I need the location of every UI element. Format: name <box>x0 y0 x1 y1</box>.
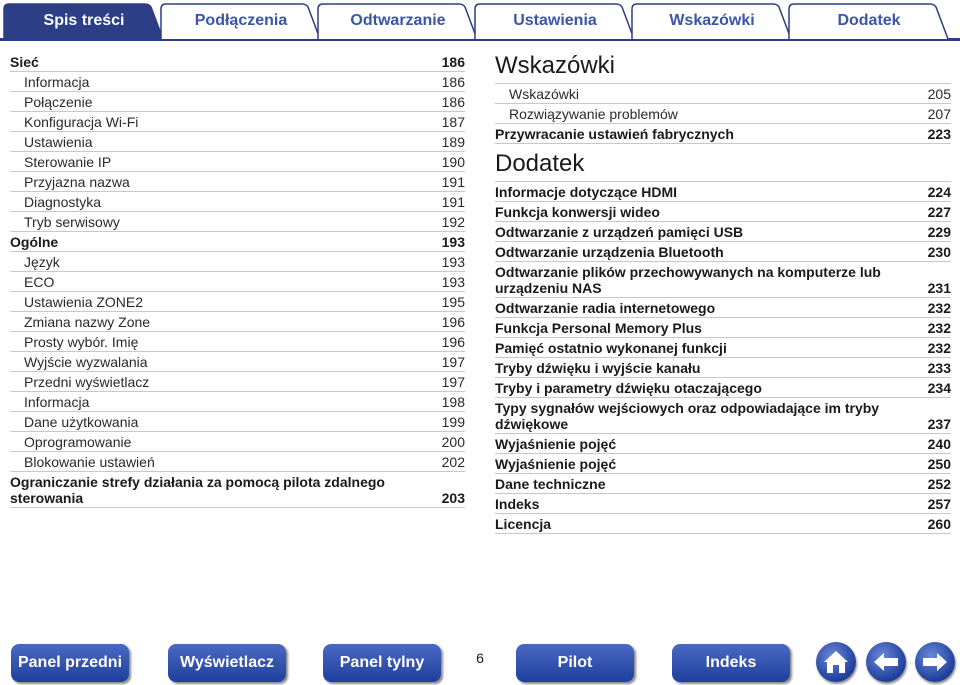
toc-entry-title: Oprogramowanie <box>24 434 132 450</box>
toc-entry-polaczenie[interactable] <box>10 92 465 112</box>
toc-entry-page: 205 <box>927 86 951 102</box>
toc-entry-informacje-dotyczace-hdmi[interactable] <box>495 182 951 202</box>
arrow-left-icon <box>872 651 900 673</box>
toc-entry-page: 240 <box>927 436 951 452</box>
toc-entry-title: Indeks <box>495 496 540 512</box>
toc-entry-title: Przedni wyświetlacz <box>24 374 150 390</box>
toc-entry-page: 237 <box>927 416 951 432</box>
toc-entry-title: Konfiguracja Wi-Fi <box>24 114 139 130</box>
toc-entry-jezyk[interactable] <box>10 252 465 272</box>
toc-entry-sterowanie-ip[interactable] <box>10 152 465 172</box>
toc-entry-wyjasnienie-pojec[interactable] <box>495 434 951 454</box>
toc-entry-page: 257 <box>927 496 951 512</box>
toc-entry-title: Rozwiązywanie problemów <box>509 106 678 122</box>
tab-podlaczenia[interactable] <box>160 3 322 39</box>
toc-entry-title: Przywracanie ustawień fabrycznych <box>495 126 734 142</box>
toc-entry-title: Ustawienia ZONE2 <box>24 294 144 310</box>
toc-entry-page: 192 <box>441 214 465 230</box>
toc-entry-title: Ograniczanie strefy działania za pomocą pilota zdalnego sterowania <box>10 474 385 506</box>
toc-entry-title: Odtwarzanie z urządzeń pamięci USB <box>495 224 744 240</box>
toc-entry-title: Tryby dźwięku i wyjście kanału <box>495 360 701 376</box>
toc-entry-page: 186 <box>441 74 465 90</box>
toc-entry-diagnostyka[interactable] <box>10 192 465 212</box>
toc-entry-title: Wyjście wyzwalania <box>24 354 148 370</box>
toc-entry-dane-uzytkowania[interactable] <box>10 412 465 432</box>
toc-entry-odtwarzanie-urzadzenia-bluetooth[interactable] <box>495 242 951 262</box>
toc-entry-typy-sygnalow-wejsciowych-oraz-odpowiada[interactable] <box>495 398 951 434</box>
toc-entry-page: 193 <box>441 234 465 250</box>
tab-spis-tresci[interactable] <box>3 3 165 39</box>
toc-entry-page: 191 <box>441 194 465 210</box>
toc-entry-tryby-i-parametry-dzwieku-otaczajacego[interactable] <box>495 378 951 398</box>
toc-entry-blokowanie-ustawien[interactable] <box>10 452 465 472</box>
toc-entry-indeks[interactable] <box>495 494 951 514</box>
toc-entry-page: 232 <box>927 300 951 316</box>
toc-entry-title: Ogólne <box>10 234 59 250</box>
toc-entry-przywracanie-ustawien-fabrycznych[interactable] <box>495 124 951 144</box>
toc-entry-rozwiazywanie-problemow[interactable] <box>495 104 951 124</box>
tab-label: Dodatek <box>837 12 901 29</box>
toc-entry-title: Wskazówki <box>509 86 580 102</box>
toc-entry-page: 231 <box>927 280 951 296</box>
toc-entry-wyjscie-wyzwalania[interactable] <box>10 352 465 372</box>
toc-entry-tryby-dzwieku-i-wyjscie-kanalu[interactable] <box>495 358 951 378</box>
toc-entry-title: Dane użytkowania <box>24 414 139 430</box>
toc-entry-ograniczanie-strefy-dzialania-za-pomoca-[interactable] <box>10 472 465 508</box>
forward-button[interactable] <box>915 642 955 682</box>
toc-entry-page: 229 <box>927 224 951 240</box>
toc-entry-page: 233 <box>927 360 951 376</box>
tab-wskazowki[interactable] <box>631 3 793 39</box>
toc-entry-title: Przyjazna nazwa <box>24 174 130 190</box>
toc-entry-wyjasnienie-pojec[interactable] <box>495 454 951 474</box>
toc-entry-page: 234 <box>927 380 951 396</box>
section-title-dodatek: Dodatek <box>495 150 951 182</box>
toc-entry-page: 232 <box>927 320 951 336</box>
toc-entry-licencja[interactable] <box>495 514 951 534</box>
toc-entry-tryb-serwisowy[interactable] <box>10 212 465 232</box>
toc-entry-page: 193 <box>441 254 465 270</box>
toc-entry-wskazowki[interactable] <box>495 84 951 104</box>
toc-entry-page: 224 <box>927 184 951 200</box>
toc-entry-title: Dane techniczne <box>495 476 606 492</box>
toc-entry-page: 197 <box>441 374 465 390</box>
back-button[interactable] <box>866 642 906 682</box>
toc-entry-page: 207 <box>927 106 951 122</box>
toc-entry-page: 223 <box>927 126 951 142</box>
toc-entry-title: Tryb serwisowy <box>24 214 120 230</box>
toc-entry-page: 203 <box>441 490 465 506</box>
toc-entry-page: 198 <box>441 394 465 410</box>
toc-entry-oprogramowanie[interactable] <box>10 432 465 452</box>
toc-entry-prosty-wybor-imie[interactable] <box>10 332 465 352</box>
toc-entry-title: Odtwarzanie urządzenia Bluetooth <box>495 244 724 260</box>
toc-entry-dane-techniczne[interactable] <box>495 474 951 494</box>
toc-entry-page: 187 <box>441 114 465 130</box>
home-button[interactable] <box>816 642 856 682</box>
toc-entry-title: Sieć <box>10 54 39 70</box>
toc-entry-title: Funkcja konwersji wideo <box>495 204 660 220</box>
toc-entry-title: Prosty wybór. Imię <box>24 334 139 350</box>
toc-entry-ustawienia[interactable] <box>10 132 465 152</box>
toc-entry-page: 195 <box>441 294 465 310</box>
toc-entry-page: 227 <box>927 204 951 220</box>
toc-entry-funkcja-konwersji-wideo[interactable] <box>495 202 951 222</box>
toc-entry-przyjazna-nazwa[interactable] <box>10 172 465 192</box>
tab-ustawienia[interactable] <box>474 3 636 39</box>
page-number: 6 <box>476 650 484 666</box>
toc-entry-odtwarzanie-z-urzadzen-pamieci-usb[interactable] <box>495 222 951 242</box>
toc-entry-title: Wyjaśnienie pojęć <box>495 456 617 472</box>
toc-left-column <box>10 52 465 508</box>
toc-entry-page: 250 <box>927 456 951 472</box>
toc-entry-pamiec-ostatnio-wykonanej-funkcji[interactable] <box>495 338 951 358</box>
toc-entry-title: Tryby i parametry dźwięku otaczającego <box>495 380 762 396</box>
toc-entry-page: 191 <box>441 174 465 190</box>
toc-entry-page: 190 <box>441 154 465 170</box>
toc-entry-page: 196 <box>441 334 465 350</box>
toc-entry-title: Diagnostyka <box>24 194 102 210</box>
tab-label: Podłączenia <box>194 12 288 29</box>
toc-entry-zmiana-nazwy-zone[interactable] <box>10 312 465 332</box>
toc-entry-odtwarzanie-radia-internetowego[interactable] <box>495 298 951 318</box>
toc-entry-page: 200 <box>441 434 465 450</box>
toc-entry-title: Informacja <box>24 394 90 410</box>
toc-entry-page: 252 <box>927 476 951 492</box>
toc-entry-eco[interactable] <box>10 272 465 292</box>
toc-entry-page: 193 <box>441 274 465 290</box>
toc-entry-page: 197 <box>441 354 465 370</box>
toc-entry-title: Ustawienia <box>24 134 93 150</box>
toc-entry-informacja[interactable] <box>10 392 465 412</box>
indeks-button[interactable]: Indeks <box>672 644 790 682</box>
toc-entry-page: 196 <box>441 314 465 330</box>
toc-entry-title: Funkcja Personal Memory Plus <box>495 320 702 336</box>
home-icon <box>822 649 850 675</box>
toc-entry-title: Odtwarzanie plików przechowywanych na komputerze lub urządzeniu NAS <box>495 264 881 296</box>
toc-entry-title: Zmiana nazwy Zone <box>24 314 151 330</box>
toc-right-column <box>495 52 951 534</box>
tab-label: Spis treści <box>43 12 125 29</box>
toc-entry-title: ECO <box>24 274 55 290</box>
pilot-button[interactable]: Pilot <box>516 644 634 682</box>
toc-entry-siec[interactable] <box>10 52 465 72</box>
toc-entry-title: Połączenie <box>24 94 93 110</box>
tab-label: Ustawienia <box>513 12 597 29</box>
toc-entry-title: Informacja <box>24 74 90 90</box>
toc-entry-title: Odtwarzanie radia internetowego <box>495 300 716 316</box>
toc-entry-page: 189 <box>441 134 465 150</box>
wyswietlacz-button[interactable]: Wyświetlacz <box>168 644 286 682</box>
toc-entry-przedni-wyswietlacz[interactable] <box>10 372 465 392</box>
toc-entry-konfiguracja-wi-fi[interactable] <box>10 112 465 132</box>
arrow-right-icon <box>921 651 949 673</box>
toc-entry-ustawienia-zone2[interactable] <box>10 292 465 312</box>
tab-bar <box>0 0 960 40</box>
toc-entry-odtwarzanie-plikow-przechowywanych-na-ko[interactable] <box>495 262 951 298</box>
toc-entry-title: Pamięć ostatnio wykonanej funkcji <box>495 340 727 356</box>
toc-entry-page: 260 <box>927 516 951 532</box>
toc-entry-page: 199 <box>441 414 465 430</box>
toc-entry-title: Informacje dotyczące HDMI <box>495 184 678 200</box>
toc-entry-title: Typy sygnałów wejściowych oraz odpowiadające im tryby dźwiękowe <box>495 400 880 432</box>
tab-dodatek[interactable] <box>788 3 950 39</box>
toc-entry-title: Sterowanie IP <box>24 154 112 170</box>
tab-label: Wskazówki <box>669 12 755 29</box>
tab-odtwarzanie[interactable] <box>317 3 479 39</box>
panel-przedni-button[interactable]: Panel przedni <box>11 644 129 682</box>
toc-entry-page: 230 <box>927 244 951 260</box>
toc-entry-informacja[interactable] <box>10 72 465 92</box>
tab-label: Odtwarzanie <box>350 12 446 29</box>
toc-entry-title: Blokowanie ustawień <box>24 454 155 470</box>
section-title-wskazowki: Wskazówki <box>495 52 951 84</box>
toc-entry-page: 202 <box>441 454 465 470</box>
toc-entry-funkcja-personal-memory-plus[interactable] <box>495 318 951 338</box>
toc-entry-page: 186 <box>441 54 465 70</box>
toc-entry-page: 186 <box>441 94 465 110</box>
toc-entry-title: Wyjaśnienie pojęć <box>495 436 617 452</box>
toc-entry-title: Licencja <box>495 516 552 532</box>
panel-tylny-button[interactable]: Panel tylny <box>323 644 441 682</box>
toc-entry-ogolne[interactable] <box>10 232 465 252</box>
toc-entry-page: 232 <box>927 340 951 356</box>
toc-entry-title: Język <box>24 254 60 270</box>
